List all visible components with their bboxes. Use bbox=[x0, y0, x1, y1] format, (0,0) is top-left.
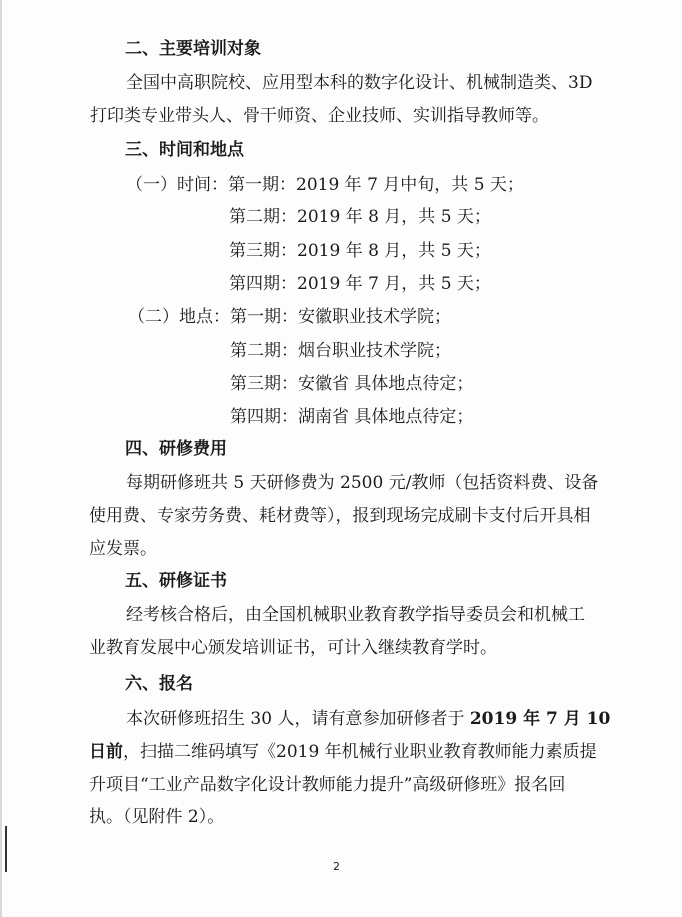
time-line-4: 第四期：2019 年 7 月，共 5 天； bbox=[229, 274, 491, 294]
scan-mark bbox=[5, 826, 7, 872]
time-line-3: 第三期：2019 年 8 月，共 5 天； bbox=[229, 241, 491, 261]
deadline-suffix: 日前 bbox=[89, 742, 123, 762]
paragraph-line: 业教育发展中心颁发培训证书，可计入继续教育学时。 bbox=[89, 638, 497, 658]
section-heading-3: 三、时间和地点 bbox=[125, 140, 244, 160]
paragraph-line: 使用费、专家劳务费、耗材费等），报到现场完成刷卡支付后开具相 bbox=[89, 506, 591, 526]
paragraph-line: 全国中高职院校、应用型本科的数字化设计、机械制造类、3D bbox=[126, 73, 593, 93]
paragraph-line: 打印类专业带头人、骨干师资、企业技师、实训指导教师等。 bbox=[90, 106, 549, 126]
paragraph-line: 执。（见附件 2）。 bbox=[89, 807, 225, 827]
paragraph-line bbox=[89, 741, 597, 763]
paragraph-line: 升项目“工业产品数字化设计教师能力提升”高级研修班》报名回 bbox=[89, 775, 566, 795]
time-line-2: 第二期：2019 年 8 月，共 5 天； bbox=[229, 207, 491, 227]
section-heading-5: 五、研修证书 bbox=[125, 571, 227, 591]
time-line-1: （一）时间：第一期：2019 年 7 月中旬，共 5 天； bbox=[126, 175, 524, 195]
section-heading-2: 二、主要培训对象 bbox=[125, 39, 261, 59]
place-line-1: （二）地点：第一期：安徽职业技术学院； bbox=[128, 307, 451, 327]
text-run: 本次研修班招生 30 人，请有意参加研修者于 bbox=[126, 709, 470, 729]
paragraph-line: 每期研修班共 5 天研修费为 2500 元/教师（包括资料费、设备 bbox=[126, 473, 599, 493]
scan-edge bbox=[0, 0, 2, 917]
place-line-4: 第四期：湖南省 具体地点待定； bbox=[230, 407, 474, 427]
place-line-3: 第三期：安徽省 具体地点待定； bbox=[230, 374, 474, 394]
paragraph-line: 应发票。 bbox=[89, 539, 157, 559]
deadline-date: 2019 年 7 月 10 bbox=[469, 709, 611, 729]
section-heading-6: 六、报名 bbox=[125, 674, 193, 694]
text-run: ，扫描二维码填写《2019 年机械行业职业教育教师能力素质提 bbox=[123, 742, 597, 762]
page-number: 2 bbox=[333, 860, 340, 873]
paragraph-line: 经考核合格后，由全国机械职业教育教学指导委员会和机械工 bbox=[126, 605, 585, 625]
place-line-2: 第二期：烟台职业技术学院； bbox=[230, 341, 451, 361]
paragraph-line bbox=[126, 708, 610, 730]
section-heading-4: 四、研修费用 bbox=[125, 439, 227, 459]
